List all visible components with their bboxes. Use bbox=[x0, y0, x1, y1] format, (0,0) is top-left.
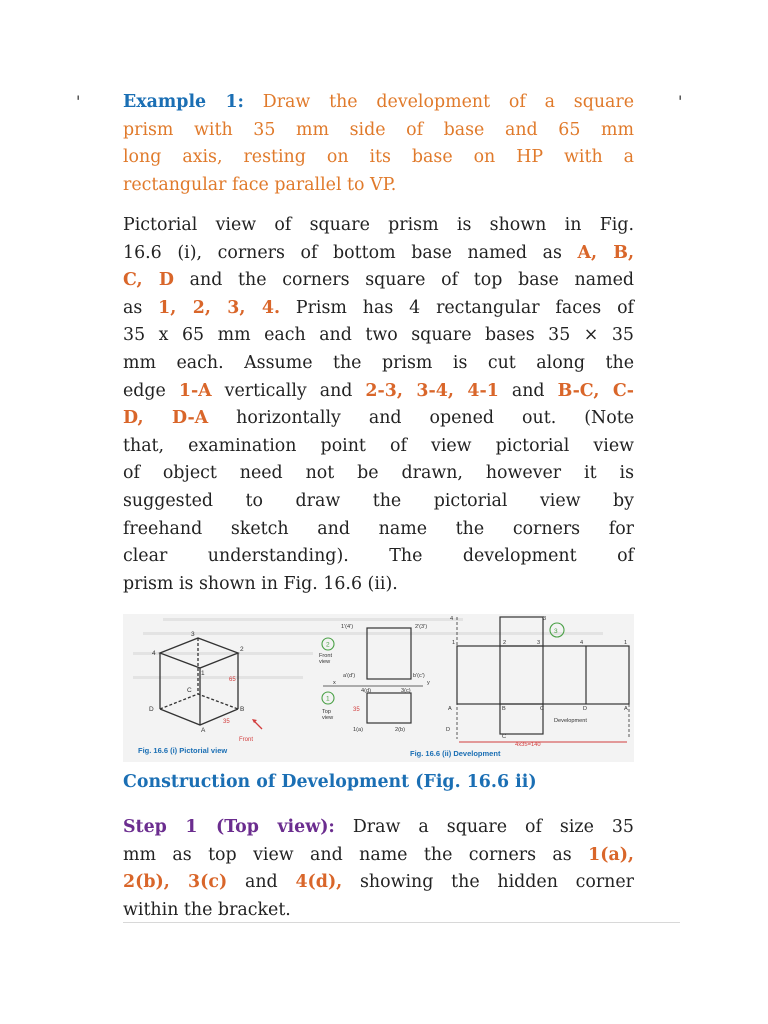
corner-labels: A, B, bbox=[577, 242, 634, 263]
view-label: view bbox=[319, 659, 331, 665]
margin-mark-left: ' bbox=[76, 92, 81, 111]
badge-2: 2 bbox=[326, 641, 330, 649]
text: edge bbox=[123, 380, 179, 401]
dev-label: 4 bbox=[580, 640, 584, 646]
text: vertically and bbox=[211, 380, 366, 401]
description-paragraph bbox=[123, 212, 634, 598]
pict-label: 1 bbox=[201, 670, 205, 677]
pict-label: C bbox=[187, 687, 192, 694]
paragraph-line: prism is shown in Fig. 16.6 (ii). bbox=[123, 573, 398, 594]
step1-paragraph bbox=[123, 814, 634, 924]
development-label: Development bbox=[554, 718, 587, 724]
section-title: Construction of Development (Fig. 16.6 ii) bbox=[123, 772, 537, 792]
badge-1: 1 bbox=[326, 695, 330, 703]
dev-label: D bbox=[583, 706, 588, 712]
dev-label: 1 bbox=[452, 640, 456, 646]
edge-label: 2-3, 3-4, 4-1 bbox=[365, 380, 499, 401]
pict-label: A bbox=[201, 727, 206, 734]
dev-label: C bbox=[502, 734, 507, 740]
front-arrow bbox=[254, 721, 262, 729]
corner-labels: 2(b), 3(c) bbox=[123, 872, 228, 893]
dim-label: 65 bbox=[229, 677, 236, 683]
paragraph-line: 35 x 65 mm each and two square bases 35 × 35 bbox=[123, 325, 634, 346]
paragraph-line: suggested to draw the pictorial view by bbox=[123, 490, 634, 511]
view-label: 2(b) bbox=[395, 727, 405, 733]
dev-label: B bbox=[502, 706, 506, 712]
text: horizontally and opened out. (Note bbox=[208, 408, 634, 429]
pict-label: D bbox=[149, 706, 154, 713]
text: as bbox=[123, 297, 159, 318]
view-label: 1(a) bbox=[353, 727, 363, 733]
paragraph-line: freehand sketch and name the corners for bbox=[123, 518, 634, 539]
margin-mark-right: ' bbox=[678, 92, 683, 111]
view-label: b'(c') bbox=[413, 673, 425, 679]
example-text: rectangular face parallel to VP. bbox=[123, 174, 397, 195]
dev-label: 1 bbox=[624, 640, 628, 646]
pict-label: 4 bbox=[152, 650, 156, 657]
view-label: 4(d) bbox=[361, 688, 371, 694]
dim-label: 4x35=140 bbox=[515, 742, 541, 748]
view-label: 3(c) bbox=[401, 688, 411, 694]
paragraph-line: mm each. Assume the prism is cut along the bbox=[123, 352, 634, 373]
front-label: Front bbox=[239, 737, 254, 743]
caption-pictorial: Fig. 16.6 (i) Pictorial view bbox=[138, 746, 228, 755]
caption-development: Fig. 16.6 (ii) Development bbox=[410, 749, 501, 758]
example-block bbox=[123, 89, 634, 199]
text: Prism has 4 rectangular faces of bbox=[280, 297, 634, 318]
text: and bbox=[227, 872, 296, 893]
dev-label: D bbox=[446, 727, 451, 733]
pict-label: 3 bbox=[191, 631, 195, 638]
text: mm as top view and name the corners as bbox=[123, 844, 589, 865]
paragraph-line: of object need not be drawn, however it is bbox=[123, 463, 634, 484]
pict-label: B bbox=[240, 706, 245, 713]
view-label: 1'(4') bbox=[341, 624, 354, 630]
dev-label: 4 bbox=[450, 616, 454, 622]
dim-label: 35 bbox=[223, 719, 230, 725]
view-label: Top bbox=[322, 709, 332, 715]
text: 16.6 (i), corners of bottom base named as bbox=[123, 242, 578, 263]
dev-label: 3 bbox=[537, 640, 541, 646]
dev-label: C bbox=[540, 706, 545, 712]
corner-labels: C, D bbox=[123, 270, 174, 291]
text: and the corners square of top base named bbox=[173, 270, 634, 291]
text: Draw a square of size 35 bbox=[334, 817, 634, 837]
view-label: view bbox=[322, 715, 334, 721]
development-drawing bbox=[457, 617, 629, 739]
step-badges bbox=[322, 623, 564, 704]
pictorial-prism bbox=[160, 638, 238, 725]
view-label: Front bbox=[319, 653, 333, 659]
view-label: x bbox=[333, 680, 336, 686]
edge-label: 1-A bbox=[178, 380, 212, 401]
figure-16-6 bbox=[123, 614, 634, 762]
example-label: Example 1: bbox=[123, 92, 244, 112]
corner-labels: 1(a), bbox=[588, 844, 634, 865]
dim-label: 35 bbox=[353, 707, 360, 713]
paragraph-line: clear understanding). The development of bbox=[123, 546, 634, 567]
corner-labels: 1, 2, 3, 4. bbox=[158, 297, 281, 318]
dev-label: A bbox=[624, 706, 628, 712]
edge-label: B-C, C- bbox=[557, 380, 634, 401]
dev-label: 2 bbox=[503, 640, 507, 646]
edge-label: D, D-A bbox=[123, 408, 209, 429]
dev-label: 3 bbox=[543, 616, 547, 622]
dev-label: A bbox=[448, 706, 452, 712]
orthographic-views bbox=[323, 628, 423, 723]
view-label: a'(d') bbox=[343, 673, 356, 679]
view-label: 2'(3') bbox=[415, 624, 428, 630]
text: showing the hidden corner bbox=[342, 872, 634, 893]
paragraph-line: within the bracket. bbox=[123, 899, 291, 920]
pict-label: 2 bbox=[240, 646, 244, 653]
corner-labels: 4(d), bbox=[295, 872, 343, 893]
example-text: long axis, resting on its base on HP with a bbox=[123, 147, 634, 168]
step-label: Step 1 (Top view): bbox=[123, 817, 335, 837]
paragraph-line: Pictorial view of square prism is shown in Fig. bbox=[123, 215, 634, 235]
badge-3: 3 bbox=[554, 628, 558, 635]
divider bbox=[123, 922, 680, 923]
example-text: prism with 35 mm side of base and 65 mm bbox=[123, 119, 634, 140]
paragraph-line: that, examination point of view pictorial view bbox=[123, 435, 634, 456]
view-label: y bbox=[427, 680, 430, 686]
text: and bbox=[498, 380, 558, 401]
example-text: Draw the development of a square bbox=[243, 92, 634, 112]
